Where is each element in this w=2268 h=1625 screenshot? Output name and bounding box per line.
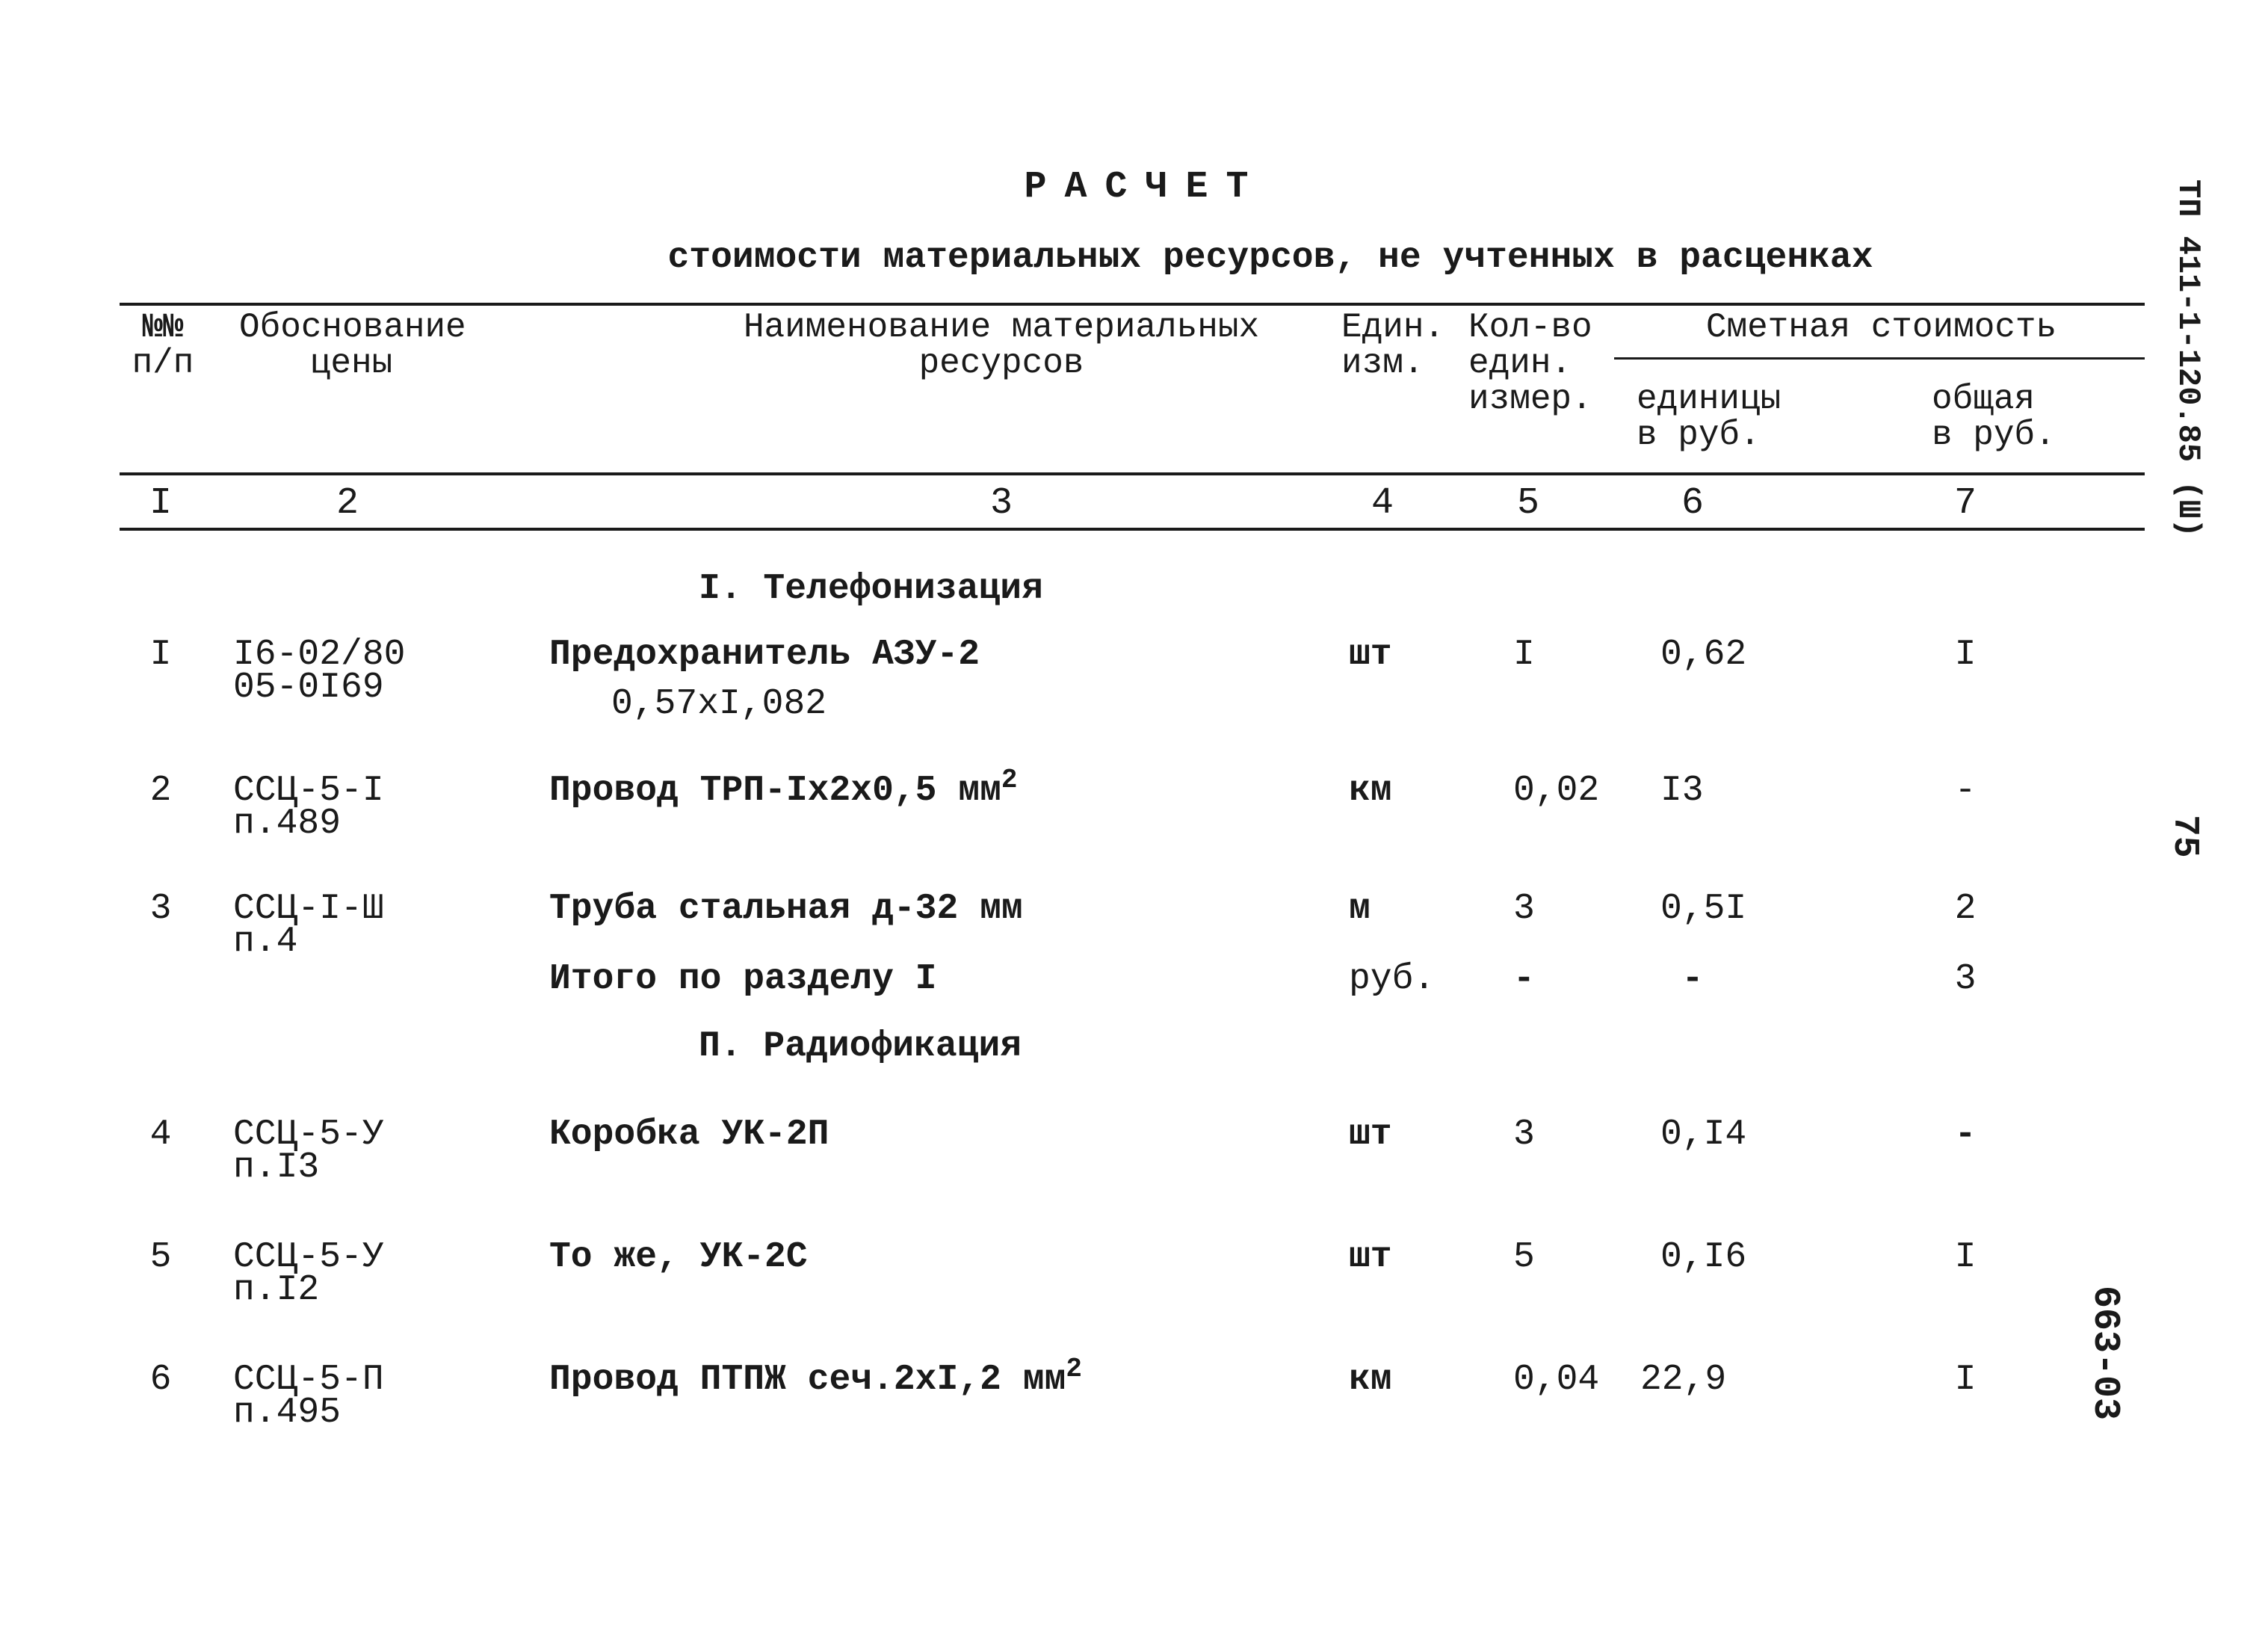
header-bottom-rule: [120, 472, 2145, 475]
header-col4-line1: Един.: [1341, 308, 1445, 347]
header-col7-line2: в руб.: [1932, 416, 2056, 454]
row-material-name-text: То же, УК-2С: [549, 1237, 808, 1277]
header-col2: [239, 308, 466, 383]
document-title: РАСЧЕТ: [1024, 166, 1267, 209]
row-total: -: [1954, 1114, 1977, 1155]
subtotal-label: Итого по разделу I: [549, 959, 937, 999]
header-col3: [673, 309, 1330, 381]
row-quantity: 0,04: [1513, 1360, 1600, 1400]
row-unit: шт: [1349, 1114, 1392, 1155]
row-basis-line1: ССЦ-5-I: [233, 771, 384, 811]
sheet-code: 663-03: [2083, 1286, 2126, 1421]
row-quantity: 3: [1513, 889, 1535, 929]
row-basis-line2: 05-0I69: [233, 667, 384, 708]
row-total: -: [1954, 771, 1977, 811]
row-material-name: [549, 1239, 808, 1275]
row-material-name-text: Предохранитель АЗУ-2: [549, 635, 980, 675]
row-quantity: 3: [1513, 1114, 1535, 1155]
row-basis-line1: I6-02/80: [233, 635, 406, 675]
column-number: 3: [989, 482, 1013, 525]
row-material-name: [549, 1354, 1082, 1400]
row-material-name: [549, 765, 1018, 811]
row-number: 6: [149, 1360, 172, 1400]
header-col5-line1: Кол-во: [1468, 308, 1592, 347]
subtotal-total: 3: [1954, 959, 1977, 999]
group-header-rule: [1614, 357, 2145, 360]
header-col3-line1: Наименование материальных: [743, 308, 1260, 347]
column-numbers-rule: [120, 528, 2145, 531]
row-number: 3: [149, 889, 172, 929]
row-material-name: [549, 637, 980, 673]
row-quantity: 5: [1513, 1237, 1535, 1277]
row-unit: шт: [1349, 635, 1392, 675]
row-quantity: I: [1513, 635, 1535, 675]
row-unit: шт: [1349, 1237, 1392, 1277]
section-title: I. Телефонизация: [699, 569, 1043, 609]
header-col1-line2: п/п: [132, 344, 194, 383]
row-quantity: 0,02: [1513, 771, 1600, 811]
row-material-name: [549, 891, 1023, 927]
header-col1-line1: №№: [142, 308, 184, 347]
row-total: I: [1954, 1360, 1977, 1400]
row-total: 2: [1954, 889, 1977, 929]
row-material-name-text: Коробка УК-2П: [549, 1114, 829, 1155]
row-basis-line1: ССЦ-5-У: [233, 1114, 384, 1155]
header-col6: [1637, 381, 1781, 453]
row-basis-line2: п.I3: [233, 1147, 320, 1188]
column-number: 5: [1516, 482, 1539, 525]
row-material-name-text: Провод ПТПЖ сеч.2хI,2 мм: [549, 1360, 1066, 1400]
row-unit-price: 0,5I: [1660, 889, 1747, 929]
header-col1: [126, 309, 200, 381]
row-material-name-text: Труба стальная д-32 мм: [549, 889, 1023, 929]
row-basis-line1: ССЦ-I-Ш: [233, 889, 384, 929]
header-col3-line2: ресурсов: [918, 344, 1084, 383]
header-col6-line2: в руб.: [1637, 416, 1761, 454]
row-unit-price: 0,I6: [1660, 1237, 1747, 1277]
row-basis-line2: п.489: [233, 804, 342, 844]
column-number: 4: [1371, 482, 1394, 525]
subtotal-quantity: -: [1513, 959, 1535, 999]
row-basis-line2: п.495: [233, 1393, 342, 1433]
page-number: 75: [2164, 815, 2204, 858]
header-col7: [1932, 381, 2056, 453]
header-col4-line2: изм.: [1341, 344, 1424, 383]
header-col6-line1: единицы: [1637, 380, 1782, 419]
row-basis-line1: ССЦ-5-П: [233, 1360, 384, 1400]
row-material-formula: 0,57хI,082: [611, 684, 827, 724]
column-number: 2: [336, 482, 359, 525]
row-unit-price: 0,I4: [1660, 1114, 1747, 1155]
header-col4: [1341, 309, 1444, 381]
row-unit: км: [1349, 1360, 1392, 1400]
column-number: 7: [1953, 482, 1977, 525]
column-number: I: [149, 482, 172, 525]
row-unit-price: I3: [1660, 771, 1704, 811]
header-group-estimated-cost: Сметная стоимость: [1705, 308, 2057, 347]
side-document-code: ТП 411-1-120.85 (Ш): [2170, 179, 2206, 537]
row-total: I: [1954, 635, 1977, 675]
superscript-2: 2: [1001, 765, 1018, 795]
subtotal-unit-price: -: [1681, 959, 1704, 999]
row-number: 2: [149, 771, 172, 811]
header-col5-line3: измер.: [1468, 380, 1592, 419]
row-material-name-text: Провод ТРП-Iх2х0,5 мм: [549, 771, 1001, 811]
row-material-name: [549, 1114, 829, 1155]
row-unit-price: 0,62: [1660, 635, 1747, 675]
row-unit: м: [1349, 889, 1371, 929]
header-col5: [1468, 309, 1592, 417]
header-col2-line1: Обоснование: [239, 308, 466, 347]
subtotal-unit: руб.: [1349, 959, 1436, 999]
header-col7-line1: общая: [1932, 380, 2036, 419]
row-number: 5: [149, 1237, 172, 1277]
section-title: П. Радиофикация: [699, 1026, 1022, 1067]
row-unit-price: 22,9: [1640, 1360, 1727, 1400]
header-col2-line2: цены: [309, 344, 393, 383]
row-unit: км: [1349, 771, 1392, 811]
column-number: 6: [1681, 482, 1704, 525]
row-total: I: [1954, 1237, 1977, 1277]
superscript-2: 2: [1066, 1354, 1082, 1384]
table-top-rule: [120, 303, 2145, 306]
row-number: 4: [149, 1114, 172, 1155]
row-basis-line2: п.I2: [233, 1270, 320, 1310]
document-subtitle: стоимости материальных ресурсов, не учтенных в расценках: [667, 238, 1873, 278]
row-number: I: [149, 635, 172, 675]
row-basis-line1: ССЦ-5-У: [233, 1237, 384, 1277]
header-col5-line2: един.: [1468, 344, 1572, 383]
row-basis-line2: п.4: [233, 922, 298, 962]
